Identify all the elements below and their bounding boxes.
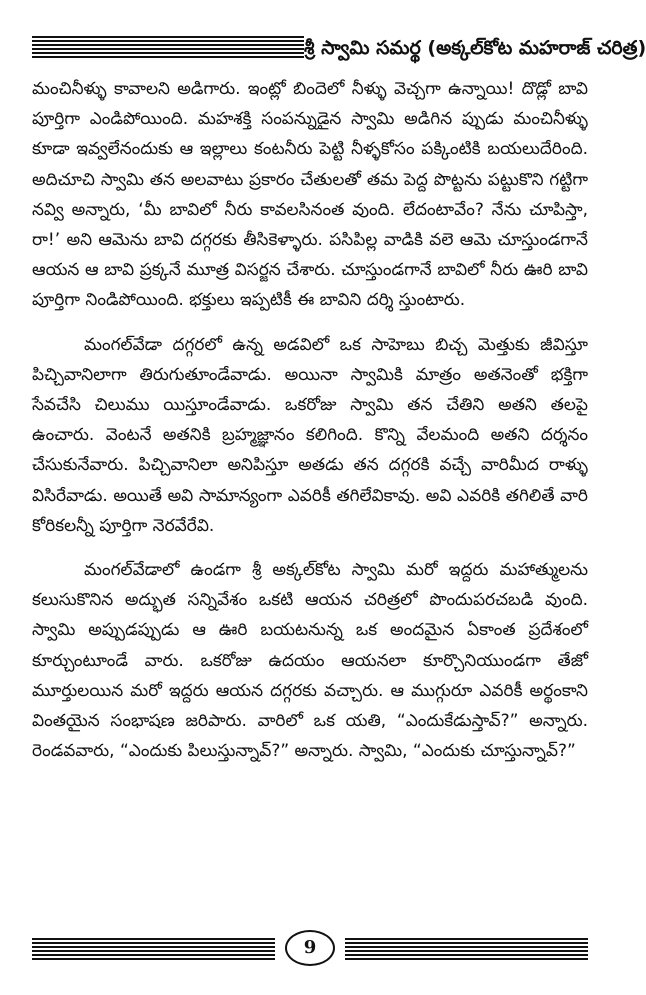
paragraph-2: మంగల్‌వేడా దగ్గరలో ఉన్న అడవిలో ఒక సాహెబు బిచ్చ మెత్తుకు జీవిస్తూ పిచ్చివానిలాగా తిరుగుతూండేవాడు. అయినా స్వామికి మాత్రం అతనెంతో భక్తిగా సేవచేసి చిలుము యిస్తూండేవాడు. ఒకరోజు స్వామి తన చేతిని అతని తలపై ఉంచారు. వెంటనే అతనికి బ్రహ్మజ్ఞానం కలిగింది. కొన్ని వేలమంది అతని దర్శనం చేసుకునేవారు. పిచ్చివానిలా అనిపిస్తూ అతడు తన దగ్గరకి వచ్చే వారిమీద రాళ్ళు విసిరేవాడు. అయితే అవి సామాన్యంగా ఎవరికీ తగిలేవికావు. అవి ఎవరికి తగిలితే వారి కోరికలన్నీ పూర్తిగా నెరవేరేవి. <box>32 334 588 536</box>
header-rule-lines <box>32 36 304 58</box>
page-footer <box>32 930 588 970</box>
paragraph-1: మంచినీళ్ళు కావాలని అడిగారు. ఇంట్లో బిందెలో నీళ్ళు వెచ్చగా ఉన్నాయి! దొడ్లో బావి పూర్తిగా ఎండిపోయింది. మహశక్తి సంపన్నుడైన స్వామి అడిగిన ప్పుడు మంచినీళ్ళు కూడా ఇవ్వలేనందుకు ఆ ఇల్లాలు కంటనీరు పెట్టి నీళ్ళకోసం పక్కింటికి బయలుదేరింది. అదిచూచి స్వామి తన అలవాటు ప్రకారం చేతులతో తమ పెద్ద పొట్టను పట్టుకొని గట్టిగా నవ్వి అన్నారు, ‘మీ బావిలో నీరు కావలసినంత వుంది. లేదంటావేం? నేను చూపిస్తా, రా!’ అని ఆమెను బావి దగ్గరకు తీసికెళ్ళారు. పసిపిల్ల వాడికి వలె ఆమె చూస్తుండగానే ఆయన ఆ బావి ప్రక్కనే మూత్ర విసర్జన చేశారు. చూస్తుండగానే బావిలో నీరు ఊరి బావి పూర్తిగా నిండిపోయింది. భక్తులు ఇప్పటికీ ఈ బావిని దర్శి స్తుంటారు. <box>32 79 588 311</box>
page-header <box>32 30 646 66</box>
page-body <box>32 74 588 780</box>
footer-rule-left <box>32 938 275 960</box>
paragraph-3: మంగల్‌వేడాలో ఉండగా శ్రీ అక్కల్‌కోట స్వామి మరో ఇద్దరు మహాత్ములను కలుసుకొనిన అద్భుత సన్నివేశం ఒకటి ఆయన చరిత్రలో పొందుపరచబడి వుంది. స్వామి అప్పుడప్పుడు ఆ ఊరి బయటనున్న ఒక అందమైన ఏకాంత ప్రదేశంలో కూర్చుంటూండే వారు. ఒకరోజు ఉదయం ఆయనలా కూర్చొనియుండగా తేజో మూర్తులయిన మరో ఇద్దరు ఆయన దగ్గరకు వచ్చారు. ఆ ముగ్గురూ ఎవరికీ అర్థంకాని వింతయైన సంభాషణ జరిపారు. వారిలో ఒక యతి, “ఎందుకేడుస్తావ్?” అన్నారు. రెండవవారు, “ఎందుకు పిలుస్తున్నావ్?” అన్నారు. స్వామి, “ఎందుకు చూస్తున్నావ్?” <box>32 560 588 762</box>
running-title: శ్రీ స్వామి సమర్థ (అక్కల్‌కోట మహరాజ్ చరిత్ర) <box>304 37 646 59</box>
footer-rule-right <box>345 938 588 960</box>
page-number: 9 <box>285 930 335 966</box>
